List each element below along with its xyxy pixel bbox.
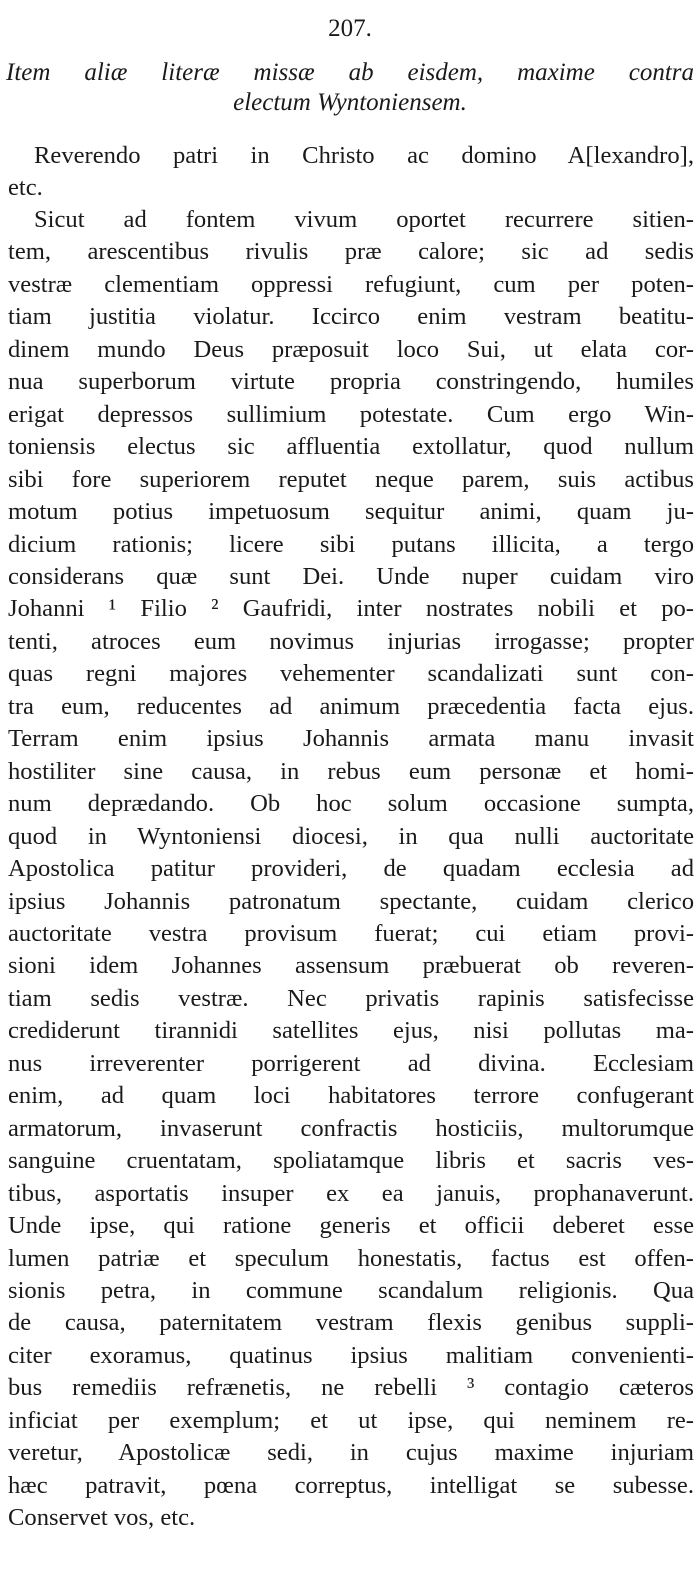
body-line: inficiat per exemplum; et ut ipse, qui neminem re-	[8, 1406, 694, 1434]
body-line: sibi fore superiorem reputet neque parem, suis actibus	[8, 465, 694, 493]
body-line: Conservet vos, etc.	[8, 1504, 196, 1532]
body-line: Johanni ¹ Filio ² Gaufridi, inter nostrates nobili et po-	[8, 595, 694, 623]
body-line: tiam sedis vestræ. Nec privatis rapinis satisfecisse	[8, 984, 694, 1012]
letter-heading	[6, 58, 694, 118]
body-line: dinem mundo Deus præposuit loco Sui, ut elata cor-	[8, 335, 694, 363]
body-line: tiam justitia violatur. Iccirco enim vestram beatitu-	[8, 303, 694, 331]
body-line: vestræ clementiam oppressi refugiunt, cum per poten-	[8, 270, 694, 298]
body-line: nus irreverenter porrigerent ad divina. Ecclesiam	[8, 1049, 694, 1077]
body-line: num deprædando. Ob hoc solum occasione sumpta,	[8, 790, 694, 818]
body-line: sionis petra, in commune scandalum religionis. Qua	[8, 1276, 694, 1304]
body-line: tra eum, reducentes ad animum præcedentia facta ejus.	[8, 692, 694, 720]
body-line: Sicut ad fontem vivum oportet recurrere sitien-	[34, 206, 694, 233]
body-line: de causa, paternitatem vestram flexis genibus suppli-	[8, 1309, 694, 1337]
body-line: tenti, atroces eum novimus injurias irrogasse; propter	[8, 627, 694, 655]
address-line: Reverendo patri in Christo ac domino A[lexandro],	[34, 142, 694, 169]
letter-body	[8, 204, 694, 1535]
heading-line: Item aliæ literæ missæ ab eisdem, maxime contra	[6, 59, 694, 86]
body-line: citer exoramus, quatinus ipsius malitiam convenienti-	[8, 1341, 694, 1369]
body-line: armatorum, invaserunt confractis hosticiis, multorumque	[8, 1114, 694, 1142]
body-line: toniensis electus sic affluentia extollatur, quod nullum	[8, 433, 694, 461]
address-line: etc.	[8, 174, 43, 201]
body-line: hostiliter sine causa, in rebus eum personæ et homi-	[8, 757, 694, 785]
body-line: sioni idem Johannes assensum præbuerat ob reveren-	[8, 952, 694, 980]
heading-line: electum Wyntoniensem.	[233, 89, 467, 116]
body-line: sanguine cruentatam, spoliatamque libris et sacris ves-	[8, 1147, 694, 1175]
body-line: tem, arescentibus rivulis præ calore; sic ad sedis	[8, 238, 694, 266]
body-line: erigat depressos sullimium potestate. Cum ergo Win-	[8, 400, 694, 428]
body-line: quas regni majores vehementer scandalizati sunt con-	[8, 660, 694, 688]
body-line: bus remediis refrænetis, ne rebelli ³ contagio cæteros	[8, 1374, 694, 1402]
body-line: quod in Wyntoniensi diocesi, in qua nulli auctoritate	[8, 822, 694, 850]
body-line: lumen patriæ et speculum honestatis, factus est offen-	[8, 1244, 694, 1272]
letter-address	[8, 140, 694, 204]
body-line: Unde ipse, qui ratione generis et officii deberet esse	[8, 1212, 694, 1240]
body-line: hæc patravit, pœna correptus, intelligat se subesse.	[8, 1471, 694, 1499]
body-line: crediderunt tirannidi satellites ejus, nisi pollutas ma-	[8, 1017, 694, 1045]
body-line: motum potius impetuosum sequitur animi, quam ju-	[8, 498, 694, 526]
body-line: considerans quæ sunt Dei. Unde nuper cuidam viro	[8, 562, 694, 590]
body-line: Apostolica patitur provideri, de quadam ecclesia ad	[8, 855, 694, 883]
body-line: ipsius Johannis patronatum spectante, cuidam clerico	[8, 887, 694, 915]
body-line: auctoritate vestra provisum fuerat; cui etiam provi-	[8, 919, 694, 947]
body-line: veretur, Apostolicæ sedi, in cujus maxime injuriam	[8, 1439, 694, 1467]
body-line: dicium rationis; licere sibi putans illicita, a tergo	[8, 530, 694, 558]
body-line: enim, ad quam loci habitatores terrore confugerant	[8, 1082, 694, 1110]
page-number: 207.	[328, 15, 372, 42]
body-line: Terram enim ipsius Johannis armata manu invasit	[8, 725, 694, 753]
body-line: nua superborum virtute propria constringendo, humiles	[8, 368, 694, 396]
body-line: tibus, asportatis insuper ex ea januis, prophanaverunt.	[8, 1179, 694, 1207]
